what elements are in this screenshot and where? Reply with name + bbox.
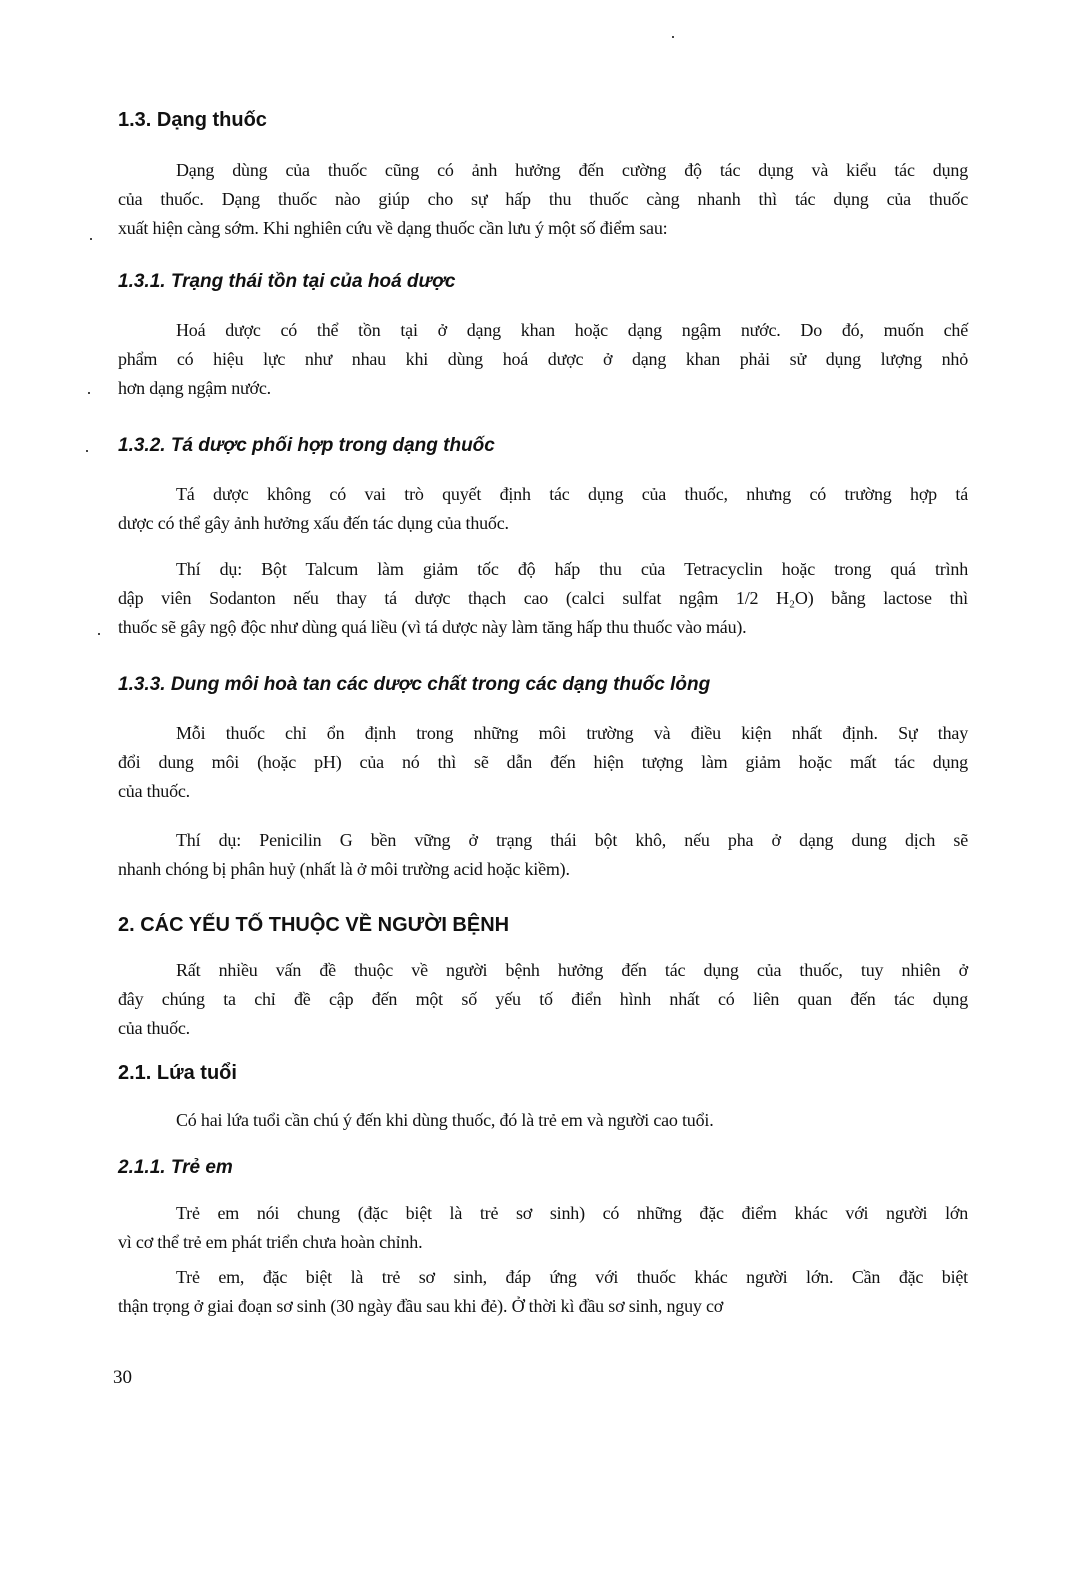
paragraph-line: Mỗi thuốc chỉ ổn định trong những môi trường và điều kiện nhất định. Sự thay [176,723,968,743]
scan-speck [90,238,92,240]
paragraph-line: Trẻ em nói chung (đặc biệt là trẻ sơ sinh) có những đặc điểm khác với người lớn [176,1203,968,1223]
paragraph [118,1106,968,1135]
scan-speck [672,36,674,38]
section-1-3-2-heading: 1.3.2. Tá dược phối hợp trong dạng thuốc [118,435,495,456]
paragraph-line: vì cơ thể trẻ em phát triển chưa hoàn chỉnh. [118,1232,423,1252]
paragraph-line: dược có thể gây ảnh hưởng xấu đến tác dụng của thuốc. [118,513,509,533]
paragraph-line: nhanh chóng bị phân huỷ (nhất là ở môi trường acid hoặc kiềm). [118,859,570,879]
paragraph [118,956,968,1043]
paragraph-line: thận trọng ở giai đoạn sơ sinh (30 ngày đầu sau khi đẻ). Ở thời kì đầu sơ sinh, nguy cơ [118,1296,724,1316]
paragraph-line: Rất nhiều vấn đề thuộc về người bệnh hưởng đến tác dụng của thuốc, tuy nhiên ở [176,960,968,980]
paragraph-line: đổi dung môi (hoặc pH) của nó thì sẽ dẫn đến hiện tượng làm giảm hoặc mất tác dụng [118,752,968,772]
paragraph [118,156,968,243]
paragraph-line: phẩm có hiệu lực như nhau khi dùng hoá dược ở dạng khan phải sử dụng lượng nhỏ [118,349,968,369]
section-2-heading: 2. CÁC YẾU TỐ THUỘC VỀ NGƯỜI BỆNH [118,914,510,936]
paragraph-line: Hoá dược có thể tồn tại ở dạng khan hoặc dạng ngậm nước. Do đó, muốn chế [176,320,968,340]
paragraph [118,719,968,806]
paragraph [118,316,968,403]
paragraph-line: của thuốc. [118,781,190,801]
paragraph [118,826,968,884]
paragraph-line: Tá dược không có vai trò quyết định tác dụng của thuốc, nhưng có trường hợp tá [176,484,968,504]
section-2-1-1-heading: 2.1.1. Trẻ em [118,1157,233,1178]
paragraph [118,1263,968,1321]
paragraph-line: Trẻ em, đặc biệt là trẻ sơ sinh, đáp ứng với thuốc khác người lớn. Cần đặc biệt [176,1267,968,1287]
paragraph-line: Có hai lứa tuổi cần chú ý đến khi dùng thuốc, đó là trẻ em và người cao tuổi. [176,1110,714,1130]
scan-speck [86,450,88,452]
paragraph-line: Dạng dùng của thuốc cũng có ảnh hưởng đến cường độ tác dụng và kiểu tác dụng [176,160,968,180]
section-2-1-heading: 2.1. Lứa tuổi [118,1062,237,1084]
section-1-3-1-heading: 1.3.1. Trạng thái tồn tại của hoá dược [118,271,456,292]
paragraph-line: của thuốc. [118,1018,190,1038]
section-1-3-3-heading: 1.3.3. Dung môi hoà tan các dược chất trong các dạng thuốc lỏng [118,674,711,695]
paragraph-line: của thuốc. Dạng thuốc nào giúp cho sự hấp thu thuốc càng nhanh thì tác dụng của thuốc [118,189,968,209]
paragraph [118,555,968,642]
page-number: 30 [113,1367,132,1388]
scan-speck [88,392,90,394]
paragraph-line: Thí dụ: Penicilin G bền vững ở trạng thái bột khô, nếu pha ở dạng dung dịch sẽ [176,830,968,850]
scan-speck [98,633,100,635]
paragraph-line: hơn dạng ngậm nước. [118,378,271,398]
paragraph-line: xuất hiện càng sớm. Khi nghiên cứu về dạng thuốc cần lưu ý một số điểm sau: [118,218,668,238]
paragraph-line: thuốc sẽ gây ngộ độc như dùng quá liều (vì tá dược này làm tăng hấp thu thuốc vào máu). [118,617,747,637]
paragraph [118,480,968,538]
paragraph-line: đây chúng ta chỉ đề cập đến một số yếu tố điển hình nhất có liên quan đến tác dụng [118,989,968,1009]
section-1-3-heading: 1.3. Dạng thuốc [118,109,267,131]
paragraph-line: Thí dụ: Bột Talcum làm giảm tốc độ hấp thu của Tetracyclin hoặc trong quá trình [176,559,968,579]
paragraph [118,1199,968,1257]
paragraph-line: dập viên Sodanton nếu thay tá dược thạch cao (calci sulfat ngậm 1/2 H₂O) bằng lactose thì [118,588,968,608]
